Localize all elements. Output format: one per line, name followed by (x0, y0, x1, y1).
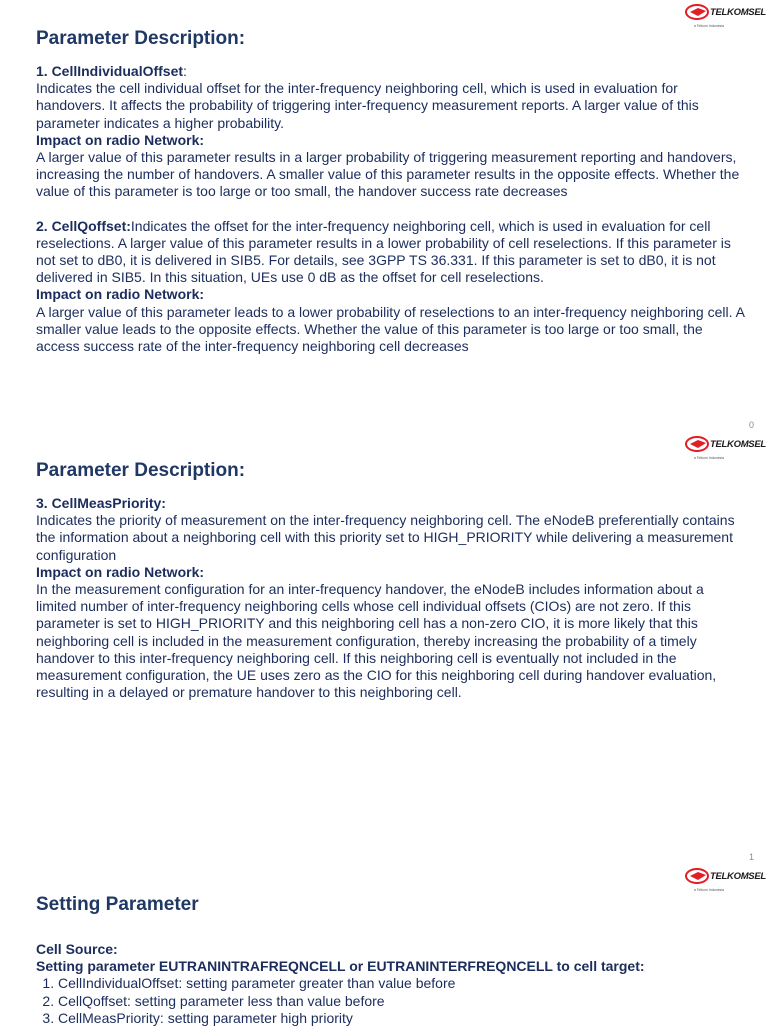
setting-instruction: Setting parameter EUTRANINTRAFREQNCELL or EUTRANINTERFREQNCELL to cell target: (36, 958, 645, 975)
slide-1-body (36, 63, 748, 355)
list-item: 1. CellIndividualOffset: setting parameter greater than value before (58, 975, 748, 992)
impact-description: A larger value of this parameter results in a larger probability of triggering measurement reporting and handovers, increasing the number of handovers. A smaller value of this parameter results in the opposite effects. Whether the value of this parameter is too large or too small, the handover success rate decreases (36, 149, 740, 200)
brand-tagline: a Telkom Indonesia (693, 24, 724, 28)
cell-source-label: Cell Source: (36, 941, 118, 957)
page-number: 1 (748, 852, 754, 862)
brand-name: TELKOMSEL (710, 7, 766, 18)
page-title: Setting Parameter (36, 894, 199, 915)
param-description: Indicates the cell individual offset for the inter-frequency neighboring cell, which is used in evaluation for handovers. It affects the probability of triggering inter-frequency measurement reports. A larger value of this parameter indicates a higher probability. (36, 80, 699, 131)
paragraph-cellmeaspriority (36, 495, 748, 564)
brand-tagline: a Telkom Indonesia (693, 888, 724, 892)
list-item: 3. CellMeasPriority: setting parameter high priority (58, 1010, 748, 1027)
param-heading: 3. CellMeasPriority: (36, 495, 166, 511)
telkomsel-logo (684, 866, 766, 898)
page-title: Parameter Description: (36, 460, 246, 481)
slide-2-body (36, 495, 748, 701)
impact-heading: Impact on radio Network: (36, 286, 205, 303)
slide-1 (0, 0, 768, 432)
brand-name: TELKOMSEL (710, 871, 766, 882)
impact-description: A larger value of this parameter leads to a lower probability of reselections to an inter-frequency neighboring cell. A smaller value leads to the opposite effects. Whether the value of this parameter is too large or too small, the access success rate of the inter-frequency neighboring cell decreases (36, 303, 745, 355)
impact-block (36, 286, 748, 355)
paragraph-cellqoffset (36, 218, 748, 287)
impact-heading: Impact on radio Network: (36, 131, 205, 148)
param-heading: 1. CellIndividualOffset (36, 63, 184, 79)
impact-block (36, 132, 748, 201)
slide-2 (0, 432, 768, 864)
param-heading: 2. CellQoffset: (36, 217, 131, 234)
setting-list (36, 975, 748, 1027)
impact-heading: Impact on radio Network: (36, 563, 205, 580)
brand-name: TELKOMSEL (710, 439, 766, 450)
slide-3-body (36, 941, 748, 1027)
paragraph-cellindividualoffset: 1. CellIndividualOffset: Indicates the cell individual offset for the inter-frequency neighboring cell, which is used in evaluation for handovers. It affects the probability of triggering inter-frequency measurement reports. A larger value of this parameter indicates a higher probability. (36, 63, 699, 131)
page-number: 0 (748, 420, 754, 430)
telkomsel-logo (684, 2, 766, 34)
telkomsel-logo (684, 434, 766, 466)
impact-description: In the measurement configuration for an inter-frequency handover, the eNodeB includes information about a limited number of inter-frequency neighboring cells whose cell individual offsets (CIOs) are not zero. If this parameter is set to HIGH_PRIORITY and this neighboring cell has a non-zero CIO, it is more likely that this neighboring cell is included in the measurement configuration, thereby increasing the probability of a timely handover to this inter-frequency neighboring cell. If this neighboring cell is eventually not included in the measurement configuration, the UE uses zero as the CIO for this neighboring cell during handover evaluation, resulting in a delayed or premature handover to this neighboring cell. (36, 581, 717, 701)
param-description: Indicates the priority of measurement on the inter-frequency neighboring cell. The eNodeB preferentially contains the information about a neighboring cell with this priority set to HIGH_PRIORITY while delivering a measurement configuration (36, 512, 735, 563)
slide-3 (0, 864, 768, 1024)
list-item: 2. CellQoffset: setting parameter less than value before (58, 993, 748, 1010)
brand-tagline: a Telkom Indonesia (693, 456, 724, 460)
page-title: Parameter Description: (36, 28, 246, 49)
impact-block (36, 564, 748, 702)
param-description: Indicates the offset for the inter-frequency neighboring cell, which is used in evaluation for cell reselections. A larger value of this parameter results in a lower probability of cell reselections. If this parameter is not set to dB0, it is delivered in SIB5. For details, see 3GPP TS 36.331. If this parameter is set to dB0, it is not delivered in SIB5. In this situation, UEs use 0 dB as the offset for cell reselections. (36, 217, 731, 286)
